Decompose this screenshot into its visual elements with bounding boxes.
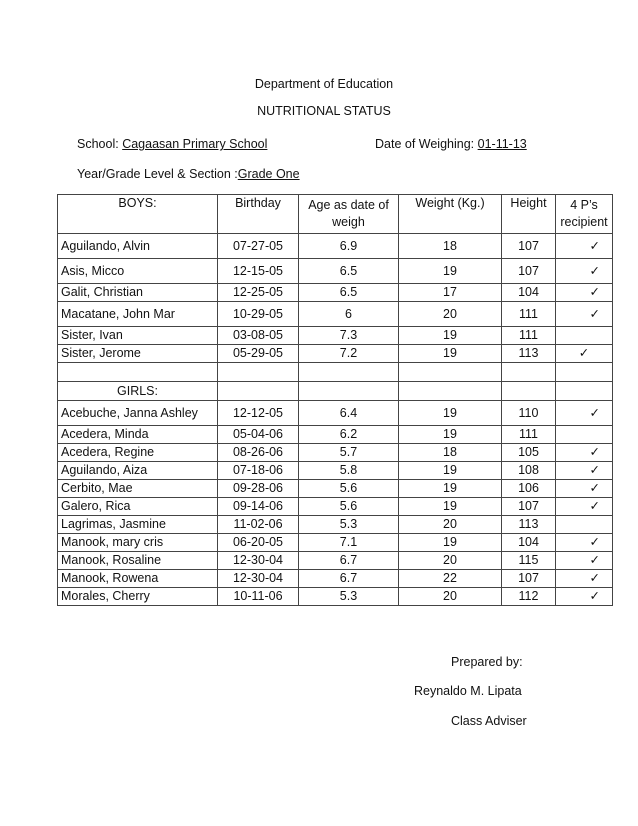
check-icon: ✓	[589, 463, 600, 477]
height-cell: 104	[502, 284, 556, 302]
empty-cell	[218, 382, 299, 401]
recipient-cell	[556, 284, 613, 302]
weight-cell: 19	[399, 462, 502, 480]
age-cell: 5.3	[299, 588, 399, 606]
student-name: Cerbito, Mae	[58, 480, 218, 498]
age-cell: 6.2	[299, 426, 399, 444]
table-row	[58, 284, 613, 302]
check-icon: ✓	[589, 589, 600, 603]
table-header-row	[58, 195, 613, 234]
table-row	[58, 345, 613, 363]
birthday-cell: 06-20-05	[218, 534, 299, 552]
recipient-cell	[556, 345, 613, 363]
birthday-cell: 12-12-05	[218, 401, 299, 426]
check-icon: ✓	[589, 405, 600, 420]
empty-cell	[58, 363, 218, 382]
recipient-cell	[556, 327, 613, 345]
table-body	[58, 234, 613, 606]
birthday-cell: 12-15-05	[218, 259, 299, 284]
age-cell: 6.9	[299, 234, 399, 259]
height-cell: 111	[502, 426, 556, 444]
school-value: Cagaasan Primary School	[122, 137, 268, 151]
student-name: Galit, Christian	[58, 284, 218, 302]
weight-cell: 20	[399, 302, 502, 327]
student-name: Acebuche, Janna Ashley	[58, 401, 218, 426]
student-name: Morales, Cherry	[58, 588, 218, 606]
age-cell: 7.3	[299, 327, 399, 345]
birthday-cell: 12-25-05	[218, 284, 299, 302]
table-row	[58, 234, 613, 259]
column-header-age: Age as date of weigh	[299, 195, 399, 234]
student-name: Manook, mary cris	[58, 534, 218, 552]
student-name: Manook, Rowena	[58, 570, 218, 588]
recipient-cell	[556, 302, 613, 327]
student-name: Acedera, Minda	[58, 426, 218, 444]
birthday-cell: 05-29-05	[218, 345, 299, 363]
check-icon: ✓	[589, 571, 600, 585]
birthday-cell: 07-27-05	[218, 234, 299, 259]
grade-value: Grade One	[237, 167, 300, 181]
weight-cell: 18	[399, 234, 502, 259]
birthday-cell: 05-04-06	[218, 426, 299, 444]
weight-cell: 20	[399, 516, 502, 534]
table-row	[58, 426, 613, 444]
birthday-cell: 11-02-06	[218, 516, 299, 534]
empty-cell	[556, 363, 613, 382]
weight-cell: 20	[399, 552, 502, 570]
date-label: Date of Weighing:	[375, 137, 475, 151]
recipient-cell	[556, 234, 613, 259]
check-icon: ✓	[589, 535, 600, 549]
birthday-cell: 07-18-06	[218, 462, 299, 480]
weight-cell: 19	[399, 534, 502, 552]
student-name: Lagrimas, Jasmine	[58, 516, 218, 534]
height-cell: 115	[502, 552, 556, 570]
preparer-position: Class Adviser	[451, 714, 527, 728]
height-cell: 111	[502, 302, 556, 327]
date-value: 01-11-13	[477, 137, 527, 151]
birthday-cell: 09-14-06	[218, 498, 299, 516]
table-row	[58, 401, 613, 426]
student-name: Galero, Rica	[58, 498, 218, 516]
age-cell: 6.5	[299, 284, 399, 302]
birthday-cell: 10-29-05	[218, 302, 299, 327]
preparer-name: Reynaldo M. Lipata	[414, 684, 522, 698]
height-cell: 107	[502, 234, 556, 259]
check-icon: ✓	[589, 445, 600, 459]
empty-cell	[399, 363, 502, 382]
empty-cell	[502, 363, 556, 382]
empty-cell	[299, 382, 399, 401]
birthday-cell: 03-08-05	[218, 327, 299, 345]
height-cell: 107	[502, 498, 556, 516]
student-name: Asis, Micco	[58, 259, 218, 284]
table-row	[58, 498, 613, 516]
height-cell: 106	[502, 480, 556, 498]
check-icon: ✓	[589, 285, 600, 299]
height-cell: 104	[502, 534, 556, 552]
weight-cell: 19	[399, 345, 502, 363]
recipient-cell	[556, 259, 613, 284]
birthday-cell: 09-28-06	[218, 480, 299, 498]
height-cell: 108	[502, 462, 556, 480]
table-row	[58, 552, 613, 570]
age-cell: 5.6	[299, 498, 399, 516]
column-header-boys: BOYS:	[58, 195, 218, 234]
prepared-by-label: Prepared by:	[451, 655, 523, 669]
check-icon: ✓	[589, 553, 600, 567]
weight-cell: 19	[399, 426, 502, 444]
column-header-weight: Weight (Kg.)	[399, 195, 502, 234]
school-line	[77, 137, 267, 151]
weight-cell: 19	[399, 401, 502, 426]
age-cell: 6	[299, 302, 399, 327]
recipient-cell	[556, 588, 613, 606]
check-icon: ✓	[589, 499, 600, 513]
student-name: Sister, Jerome	[58, 345, 218, 363]
girls-section-label: GIRLS:	[58, 382, 218, 401]
age-cell: 6.7	[299, 552, 399, 570]
student-name: Sister, Ivan	[58, 327, 218, 345]
table-row	[58, 302, 613, 327]
table-row	[58, 259, 613, 284]
height-cell: 113	[502, 345, 556, 363]
recipient-cell	[556, 480, 613, 498]
recipient-cell	[556, 534, 613, 552]
table-row	[58, 534, 613, 552]
birthday-cell: 12-30-04	[218, 552, 299, 570]
girls-section-row	[58, 382, 613, 401]
recipient-cell	[556, 426, 613, 444]
check-icon: ✓	[578, 346, 590, 360]
recipient-cell	[556, 498, 613, 516]
document-title: NUTRITIONAL STATUS	[257, 104, 391, 118]
spacer-row	[58, 363, 613, 382]
student-name: Aguilando, Aiza	[58, 462, 218, 480]
student-name: Manook, Rosaline	[58, 552, 218, 570]
height-cell: 111	[502, 327, 556, 345]
student-name: Acedera, Regine	[58, 444, 218, 462]
age-cell: 6.5	[299, 259, 399, 284]
table-row	[58, 444, 613, 462]
recipient-cell	[556, 401, 613, 426]
column-header-height: Height	[502, 195, 556, 234]
weight-cell: 22	[399, 570, 502, 588]
table-row	[58, 516, 613, 534]
recipient-cell	[556, 570, 613, 588]
table-row	[58, 570, 613, 588]
age-cell: 6.4	[299, 401, 399, 426]
recipient-cell	[556, 462, 613, 480]
weight-cell: 19	[399, 259, 502, 284]
height-cell: 105	[502, 444, 556, 462]
recipient-cell	[556, 444, 613, 462]
weight-cell: 20	[399, 588, 502, 606]
table-row	[58, 588, 613, 606]
birthday-cell: 12-30-04	[218, 570, 299, 588]
check-icon: ✓	[589, 238, 600, 253]
age-cell: 7.2	[299, 345, 399, 363]
weight-cell: 19	[399, 327, 502, 345]
empty-cell	[399, 382, 502, 401]
age-cell: 5.7	[299, 444, 399, 462]
weight-cell: 19	[399, 480, 502, 498]
age-cell: 5.3	[299, 516, 399, 534]
table-row	[58, 462, 613, 480]
nutrition-table	[57, 194, 613, 606]
table-row	[58, 327, 613, 345]
height-cell: 113	[502, 516, 556, 534]
weight-cell: 17	[399, 284, 502, 302]
column-header-birthday: Birthday	[218, 195, 299, 234]
age-cell: 7.1	[299, 534, 399, 552]
grade-line	[77, 167, 300, 181]
height-cell: 107	[502, 570, 556, 588]
height-cell: 110	[502, 401, 556, 426]
column-header-recipient: 4 P’s recipient	[556, 195, 613, 234]
grade-label: Year/Grade Level & Section :	[77, 167, 238, 181]
weight-cell: 18	[399, 444, 502, 462]
empty-cell	[218, 363, 299, 382]
school-label: School:	[77, 137, 119, 151]
birthday-cell: 10-11-06	[218, 588, 299, 606]
student-name: Macatane, John Mar	[58, 302, 218, 327]
empty-cell	[502, 382, 556, 401]
age-cell: 6.7	[299, 570, 399, 588]
age-cell: 5.6	[299, 480, 399, 498]
student-name: Aguilando, Alvin	[58, 234, 218, 259]
weight-cell: 19	[399, 498, 502, 516]
check-icon: ✓	[589, 306, 600, 321]
department-title: Department of Education	[254, 77, 394, 91]
empty-cell	[299, 363, 399, 382]
recipient-cell	[556, 516, 613, 534]
table-row	[58, 480, 613, 498]
date-line	[375, 137, 527, 151]
check-icon: ✓	[589, 263, 600, 278]
birthday-cell: 08-26-06	[218, 444, 299, 462]
check-icon: ✓	[589, 481, 600, 495]
age-cell: 5.8	[299, 462, 399, 480]
height-cell: 112	[502, 588, 556, 606]
height-cell: 107	[502, 259, 556, 284]
recipient-cell	[556, 552, 613, 570]
empty-cell	[556, 382, 613, 401]
